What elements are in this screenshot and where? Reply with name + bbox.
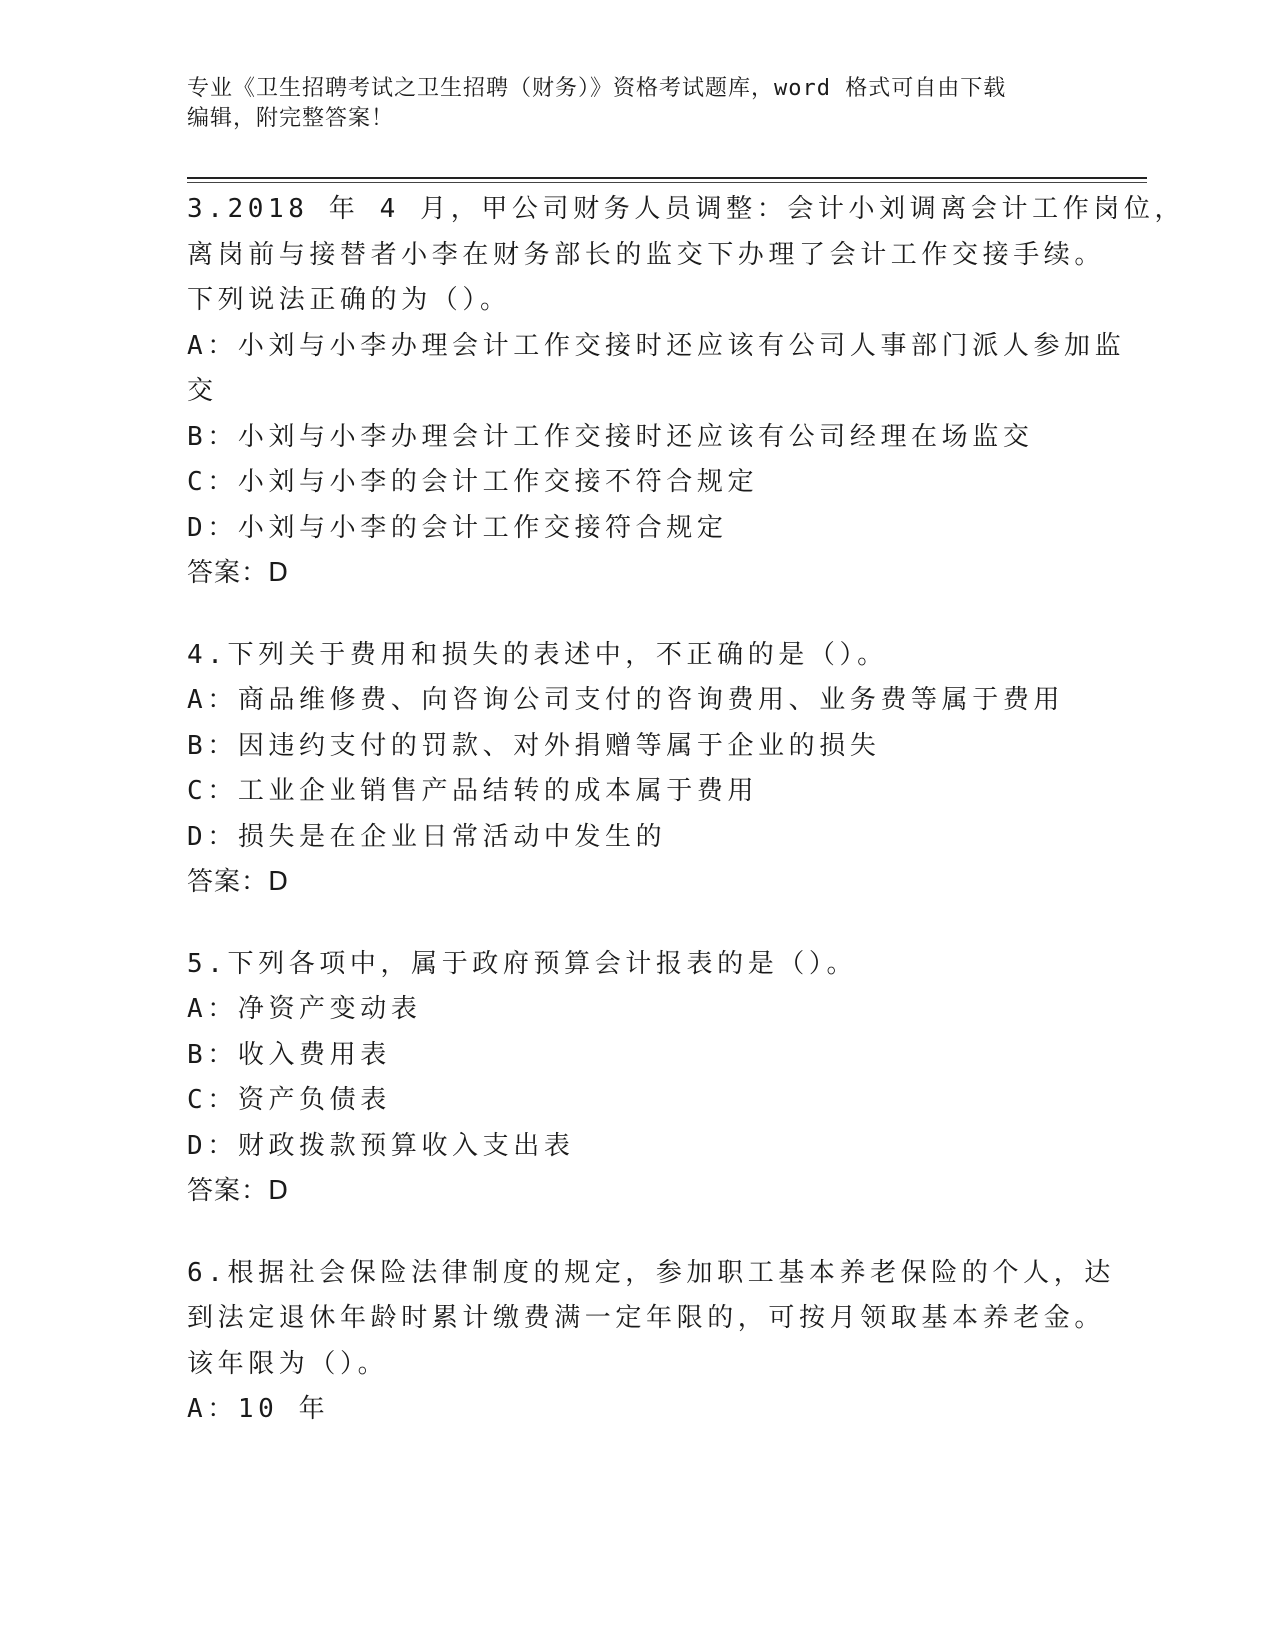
option-c: C：工业企业销售产品结转的成本属于费用	[187, 776, 759, 806]
question-stem-line: 该年限为（）。	[187, 1348, 389, 1379]
answer-text: 答案：D	[187, 1176, 290, 1206]
option-a: A：净资产变动表	[187, 994, 422, 1024]
question-4	[187, 633, 1087, 906]
option-a: A：10 年	[187, 1394, 330, 1424]
question-list	[187, 187, 1186, 1469]
question-5	[187, 942, 1087, 1215]
question-stem-line: 离岗前与接替者小李在财务部长的监交下办理了会计工作交接手续。	[187, 239, 1106, 270]
header-divider-thick	[187, 177, 1147, 179]
question-stem-line: 6.根据社会保险法律制度的规定，参加职工基本养老保险的个人，达	[187, 1257, 1115, 1288]
option-d: D：财政拨款预算收入支出表	[187, 1130, 575, 1161]
option-c: C：小刘与小李的会计工作交接不符合规定	[187, 467, 759, 497]
question-stem-line: 到法定退休年龄时累计缴费满一定年限的，可按月领取基本养老金。	[187, 1303, 1106, 1333]
document-header	[187, 74, 1087, 134]
option-d: D：小刘与小李的会计工作交接符合规定	[187, 512, 728, 543]
question-stem-line: 5.下列各项中，属于政府预算会计报表的是（）。	[187, 948, 858, 979]
header-divider-thin	[187, 182, 1147, 183]
option-c: C：资产负债表	[187, 1085, 391, 1115]
option-a-continued: 交	[187, 376, 218, 406]
header-line-2: 编辑，附完整答案！	[187, 106, 395, 131]
option-b: B：收入费用表	[187, 1039, 391, 1070]
option-a: A：商品维修费、向咨询公司支付的咨询费用、业务费等属于费用	[187, 685, 1065, 715]
question-stem-line: 下列说法正确的为（）。	[187, 285, 511, 315]
answer-text: 答案：D	[187, 558, 290, 588]
option-a: A：小刘与小李办理会计工作交接时还应该有公司人事部门派人参加监	[187, 330, 1126, 361]
header-line-1: 专业《卫生招聘考试之卫生招聘（财务）》资格考试题库，word 格式可自由下载	[187, 76, 1007, 101]
question-3	[187, 187, 1186, 597]
option-d: D：损失是在企业日常活动中发生的	[187, 821, 667, 852]
question-stem-line: 4.下列关于费用和损失的表述中，不正确的是（）。	[187, 639, 888, 670]
question-stem-line: 3.2018 年 4 月，甲公司财务人员调整：会计小刘调离会计工作岗位，	[187, 194, 1186, 224]
option-b: B：小刘与小李办理会计工作交接时还应该有公司经理在场监交	[187, 421, 1034, 452]
question-6	[187, 1251, 1115, 1433]
option-b: B：因违约支付的罚款、对外捐赠等属于企业的损失	[187, 730, 881, 761]
answer-text: 答案：D	[187, 867, 290, 897]
